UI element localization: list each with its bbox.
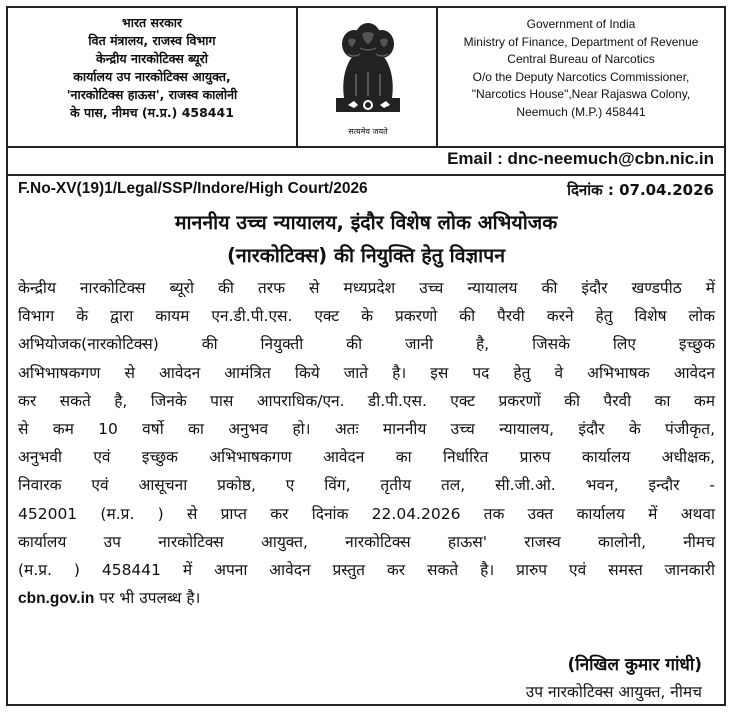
letterhead-english-line: O/o the Deputy Narcotics Commissioner, <box>472 69 690 84</box>
emblem-motto: सत्यमेव जयते <box>348 127 388 136</box>
issue-date: दिनांक : 07.04.2026 <box>567 181 714 199</box>
advertisement-frame <box>6 6 726 706</box>
body-line: कर सकते है, जिनके पास आपराधिक/एन. डी.पी.एस. एक्ट प्रकरणों की पैरवी का कम <box>18 391 715 410</box>
notice-title-line: (नारकोटिक्स) की नियुक्ति हेतु विज्ञापन <box>226 244 506 267</box>
letterhead <box>8 8 724 148</box>
body-line: (म.प्र. ) 458441 में अपना आवेदन प्रस्तुत कर सकते है। प्रारुप एवं समस्त जानकारी <box>18 560 715 579</box>
file-number: F.No-XV(19)1/Legal/SSP/Indore/High Court/2026 <box>18 180 368 197</box>
letterhead-english-line: Ministry of Finance, Department of Revenue <box>463 34 699 49</box>
signatory-name: (निखिल कुमार गांधी) <box>567 655 702 675</box>
email-row <box>8 146 724 176</box>
body-line: अभियोजक(नारकोटिक्स) की नियुक्ती की जानी है, जिसके लिए इच्छुक <box>18 335 715 354</box>
letterhead-english <box>438 8 724 146</box>
letterhead-hindi-line: के पास, नीमच (म.प्र.) 458441 <box>70 105 234 120</box>
notice-title-line: माननीय उच्च न्यायालय, इंदौर विशेष लोक अभियोजक <box>174 211 558 234</box>
letterhead-hindi-line: भारत सरकार <box>121 15 183 30</box>
body-line: से कम 10 वर्षो का अनुभव हो। अतः माननीय उच्च न्यायालय, इंदौर के पंजीकृत, <box>18 419 715 438</box>
body-line: केन्द्रीय नारकोटिक्स ब्यूरो की तरफ से मध्यप्रदेश उच्च न्यायालय की इंदौर खण्डपीठ में <box>18 279 715 297</box>
body-last-line-text: पर भी उपलब्ध है। <box>94 589 201 608</box>
signatory-designation: उप नारकोटिक्स आयुक्त, नीमच <box>525 683 702 701</box>
letterhead-english-line: Central Bureau of Narcotics <box>507 52 655 66</box>
letterhead-hindi-line: वित मंत्रालय, राजस्व विभाग <box>88 33 216 48</box>
notice-body <box>18 274 715 612</box>
body-line: कार्यालय उप नारकोटिक्स आयुक्त, नारकोटिक्स हाऊस' राजस्व कालोनी, नीमच <box>18 532 715 551</box>
website-link[interactable]: cbn.gov.in <box>18 590 95 608</box>
letterhead-hindi-line: केन्द्रीय नारकोटिक्स ब्यूरो <box>96 51 208 66</box>
body-line: विभाग के द्वारा कायम एन.डी.पी.एस. एक्ट के प्रकरणो की पैरवी करने हेतु विशेष लोक <box>18 307 715 326</box>
letterhead-english-line: "Narcotics House",Near Rajaswa Colony, <box>471 87 691 101</box>
body-line: 452001 (म.प्र. ) से प्राप्त कर दिनांक 22.04.2026 तक उक्त कार्यालय में अथवा <box>18 504 715 523</box>
letterhead-hindi-line: कार्यालय उप नारकोटिक्स आयुक्त, <box>73 69 231 84</box>
letterhead-hindi <box>8 8 298 146</box>
national-emblem-icon <box>318 14 418 132</box>
body-last-line <box>18 584 715 612</box>
email-address: Email : dnc-neemuch@cbn.nic.in <box>447 149 714 168</box>
body-line: अभिभाषकगण से आवेदन आमंत्रित किये जाते है। इस पद हेतु वे अभिभाषक आवेदन <box>18 363 715 382</box>
body-line: निवारक एवं आसूचना प्रकोष्ठ, ए विंग, तृतीय तल, सी.जी.ओ. भवन, इन्दौर - <box>18 476 715 495</box>
letterhead-english-line: Government of India <box>526 17 636 31</box>
letterhead-hindi-line: 'नारकोटिक्स हाऊस', राजस्व कालोनी <box>66 87 238 102</box>
emblem-cell <box>298 8 438 146</box>
letterhead-english-line: Neemuch (M.P.) 458441 <box>516 104 646 119</box>
body-line: अनुभवी एवं इच्छुक अभिभाषकगण आवेदन का निर्धारित प्रारुप कार्यालय अधीक्षक, <box>18 448 715 467</box>
